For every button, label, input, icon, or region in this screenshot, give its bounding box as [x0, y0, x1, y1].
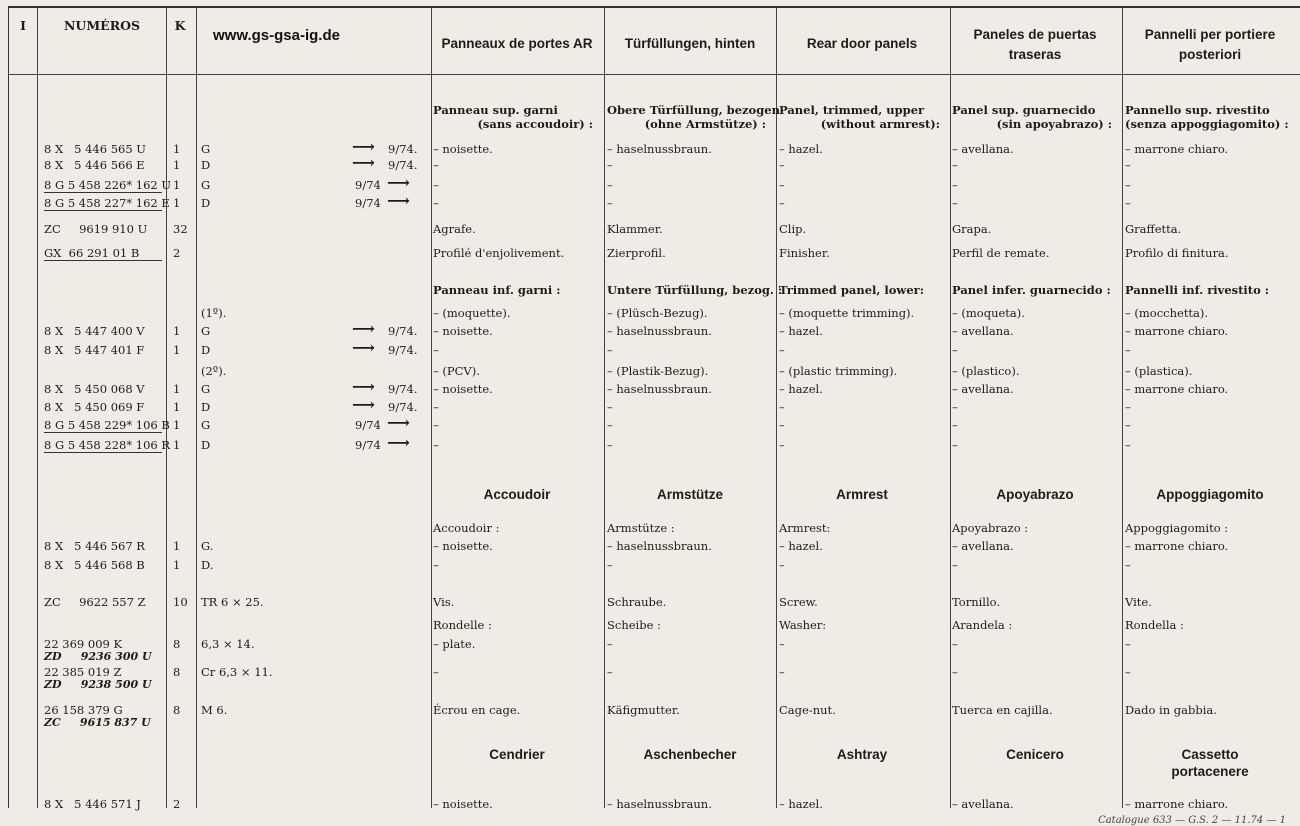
desc-de: – haselnussbraun. — [607, 324, 712, 338]
desc-it: – (plastica). — [1125, 364, 1193, 378]
desc-en: – — [779, 196, 785, 210]
spec: G — [201, 418, 211, 432]
desc-es: – — [952, 558, 958, 572]
desc-es: Tuerca en cajilla. — [952, 703, 1053, 717]
arrow-icon: ⟶ — [387, 413, 410, 432]
desc-es-cont: (sin apoyabrazo) : — [996, 117, 1112, 131]
desc-de: Zierprofil. — [607, 246, 666, 260]
desc-en: – hazel. — [779, 797, 823, 811]
part-number: 8 X 5 447 400 V — [44, 324, 145, 338]
quantity-k: 8 — [173, 703, 181, 717]
desc-en: – — [779, 418, 785, 432]
grid-line — [776, 8, 777, 808]
desc-es: – avellana. — [952, 142, 1014, 156]
desc-fr: – — [433, 343, 439, 357]
header-es: Paneles de puertas traseras — [973, 27, 1097, 62]
arrow-icon: ⟶ — [387, 191, 410, 210]
desc-it: Pannello sup. rivestito — [1125, 103, 1270, 117]
part-number: 22 369 009 K — [44, 637, 123, 651]
grid-line — [431, 8, 432, 808]
desc-es: – — [952, 178, 958, 192]
quantity-k: 2 — [173, 797, 181, 811]
grid-line — [950, 8, 951, 808]
section-title-de: Armstütze — [656, 487, 723, 502]
desc-de: – (Plastik-Bezug). — [607, 364, 709, 378]
part-number: 22 385 019 Z — [44, 665, 122, 679]
section-title-it: Appoggiagomito — [1156, 487, 1264, 502]
desc-fr: – — [433, 158, 439, 172]
section-title-fr: Cendrier — [489, 747, 545, 762]
quantity-k: 8 — [173, 665, 181, 679]
spec: D — [201, 158, 211, 172]
arrow-icon: ⟶ — [352, 377, 375, 396]
part-number: 8 G 5 458 227* 162 E — [44, 196, 170, 210]
arrow-icon: ⟶ — [352, 319, 375, 338]
desc-fr: Panneau sup. garni — [433, 103, 558, 117]
desc-es: Grapa. — [952, 222, 992, 236]
desc-en: Clip. — [779, 222, 807, 236]
quantity-k: 1 — [173, 196, 181, 210]
desc-es: – — [952, 158, 958, 172]
spec: G — [201, 142, 211, 156]
desc-de: Schraube. — [607, 595, 667, 609]
desc-en: – — [779, 637, 785, 651]
part-number: 8 X 5 446 566 E — [44, 158, 145, 172]
desc-de: – — [607, 637, 613, 651]
desc-de: – — [607, 665, 613, 679]
header-en: Rear door panels — [806, 36, 918, 51]
desc-fr: – noisette. — [433, 797, 493, 811]
desc-de: – haselnussbraun. — [607, 142, 712, 156]
quantity-k: 1 — [173, 438, 181, 452]
desc-es: – — [952, 400, 958, 414]
desc-de-cont: (ohne Armstütze) : — [644, 117, 766, 131]
grid-line — [1122, 8, 1123, 808]
desc-es: – — [952, 665, 958, 679]
part-number: 8 X 5 446 568 B — [44, 558, 145, 572]
desc-es: – avellana. — [952, 324, 1014, 338]
desc-fr: – (PCV). — [433, 364, 480, 378]
quantity-k: 1 — [173, 178, 181, 192]
desc-fr: Rondelle : — [433, 618, 492, 632]
arrow-icon: ⟶ — [352, 137, 375, 156]
desc-en-cont: (without armrest): — [820, 117, 940, 131]
desc-es: – — [952, 438, 958, 452]
spec: (2º). — [201, 364, 227, 378]
part-number: 8 X 5 446 565 U — [44, 142, 147, 156]
desc-es: Panel infer. guarnecido : — [952, 283, 1111, 297]
quantity-k: 1 — [173, 142, 181, 156]
desc-fr: Agrafe. — [433, 222, 476, 236]
desc-fr: – noisette. — [433, 539, 493, 553]
desc-en: Finisher. — [779, 246, 830, 260]
desc-fr: – — [433, 196, 439, 210]
desc-it: – — [1125, 438, 1131, 452]
desc-de: Armstütze : — [607, 521, 675, 535]
section-title-fr: Accoudoir — [483, 487, 551, 502]
desc-en: Washer: — [779, 618, 827, 632]
part-number: 8 X 5 446 567 R — [44, 539, 145, 553]
desc-fr: – — [433, 418, 439, 432]
desc-de: Klammer. — [607, 222, 663, 236]
desc-de: Käfigmutter. — [607, 703, 680, 717]
desc-it: – — [1125, 158, 1131, 172]
desc-es: Apoyabrazo : — [952, 521, 1029, 535]
quantity-k: 10 — [173, 595, 188, 609]
date-limit: 9/74. — [388, 400, 418, 414]
spec: M 6. — [201, 703, 228, 717]
desc-en: – — [779, 400, 785, 414]
desc-es: – (moqueta). — [952, 306, 1025, 320]
desc-it: Dado in gabbia. — [1125, 703, 1217, 717]
desc-es: – — [952, 196, 958, 210]
header-de: Türfüllungen, hinten — [624, 36, 756, 51]
desc-fr: Écrou en cage. — [433, 703, 521, 717]
desc-fr: – — [433, 400, 439, 414]
desc-en: – — [779, 178, 785, 192]
section-title-en: Ashtray — [836, 747, 888, 762]
header-fr: Panneaux de portes AR — [441, 36, 593, 51]
arrow-icon: ⟶ — [352, 153, 375, 172]
desc-fr: – — [433, 665, 439, 679]
desc-de: – — [607, 418, 613, 432]
desc-en: Screw. — [779, 595, 818, 609]
quantity-k: 32 — [173, 222, 188, 236]
desc-fr: – (moquette). — [433, 306, 511, 320]
grid-line — [196, 8, 197, 808]
part-number: 8 X 5 446 571 J — [44, 797, 141, 811]
desc-fr: – noisette. — [433, 382, 493, 396]
part-number-alt: ZC 9615 837 U — [44, 716, 151, 729]
desc-es: Panel sup. guarnecido — [952, 103, 1096, 117]
date-limit: 9/74 — [355, 196, 381, 210]
grid-line — [604, 8, 605, 808]
quantity-k: 8 — [173, 637, 181, 651]
desc-it: Vite. — [1125, 595, 1152, 609]
desc-de: – haselnussbraun. — [607, 382, 712, 396]
desc-it: Pannelli inf. rivestito : — [1125, 283, 1270, 297]
desc-es: – — [952, 637, 958, 651]
desc-en: Armrest: — [779, 521, 831, 535]
part-number: GX 66 291 01 B — [44, 246, 162, 261]
section-title-it: Cassetto portacenere — [1171, 747, 1249, 779]
quantity-k: 1 — [173, 324, 181, 338]
date-limit: 9/74. — [388, 343, 418, 357]
part-number: 26 158 379 G — [44, 703, 123, 717]
quantity-k: 1 — [173, 539, 181, 553]
header-index: I — [20, 18, 26, 33]
desc-en: – (moquette trimming). — [779, 306, 915, 320]
desc-es: – avellana. — [952, 797, 1014, 811]
desc-es: – — [952, 343, 958, 357]
spec: D — [201, 400, 211, 414]
quantity-k: 1 — [173, 158, 181, 172]
desc-es: – avellana. — [952, 382, 1014, 396]
desc-fr: – noisette. — [433, 324, 493, 338]
desc-it: – marrone chiaro. — [1125, 539, 1229, 553]
quantity-k: 1 — [173, 382, 181, 396]
desc-de: – haselnussbraun. — [607, 797, 712, 811]
desc-de: – — [607, 178, 613, 192]
spec: Cr 6,3 × 11. — [201, 665, 273, 679]
desc-es: – (plastico). — [952, 364, 1020, 378]
desc-en: – hazel. — [779, 142, 823, 156]
grid-line — [166, 8, 167, 808]
desc-en: – hazel. — [779, 382, 823, 396]
desc-en: Cage-nut. — [779, 703, 836, 717]
desc-it: – — [1125, 665, 1131, 679]
spec: (1º). — [201, 306, 227, 320]
desc-it: – marrone chiaro. — [1125, 142, 1229, 156]
desc-en: Panel, trimmed, upper — [779, 103, 925, 117]
desc-it-cont: (senza appoggiagomito) : — [1125, 117, 1289, 131]
desc-it: Profilo di finitura. — [1125, 246, 1229, 260]
desc-it: Appoggiagomito : — [1125, 521, 1229, 535]
desc-es: – avellana. — [952, 539, 1014, 553]
spec: G — [201, 178, 211, 192]
website-watermark: www.gs-gsa-ig.de — [213, 27, 340, 44]
desc-en: – — [779, 343, 785, 357]
arrow-icon: ⟶ — [352, 395, 375, 414]
desc-de: Untere Türfüllung, bezog. : — [607, 283, 783, 297]
spec: G — [201, 324, 211, 338]
part-number: 8 X 5 450 069 F — [44, 400, 145, 414]
header-divider — [9, 74, 1300, 75]
desc-de: Scheibe : — [607, 618, 661, 632]
desc-fr: – noisette. — [433, 142, 493, 156]
desc-it: Graffetta. — [1125, 222, 1182, 236]
date-limit: 9/74 — [355, 438, 381, 452]
desc-de: – — [607, 558, 613, 572]
desc-en: – — [779, 665, 785, 679]
desc-it: – — [1125, 196, 1131, 210]
desc-it: – marrone chiaro. — [1125, 382, 1229, 396]
desc-it: – (mocchetta). — [1125, 306, 1209, 320]
desc-it: – — [1125, 637, 1131, 651]
desc-de: – — [607, 400, 613, 414]
spec: TR 6 × 25. — [201, 595, 264, 609]
spec: 6,3 × 14. — [201, 637, 255, 651]
desc-it: – marrone chiaro. — [1125, 797, 1229, 811]
desc-fr: – plate. — [433, 637, 476, 651]
part-number: 8 G 5 458 226* 162 U — [44, 178, 172, 192]
date-limit: 9/74 — [355, 178, 381, 192]
header-numbers: NUMÉROS — [64, 18, 140, 33]
section-title-de: Aschenbecher — [643, 747, 737, 762]
desc-fr: Accoudoir : — [433, 521, 500, 535]
desc-es: Perfil de remate. — [952, 246, 1050, 260]
header-k: K — [174, 18, 186, 33]
desc-es: Tornillo. — [952, 595, 1001, 609]
date-limit: 9/74. — [388, 158, 418, 172]
desc-de: – — [607, 438, 613, 452]
desc-en: – hazel. — [779, 324, 823, 338]
desc-fr: Profilé d'enjolivement. — [433, 246, 565, 260]
desc-fr: – — [433, 178, 439, 192]
desc-it: Rondella : — [1125, 618, 1184, 632]
spec: D — [201, 438, 211, 452]
quantity-k: 1 — [173, 418, 181, 432]
part-number: 8 X 5 450 068 V — [44, 382, 145, 396]
desc-en: Trimmed panel, lower: — [779, 283, 924, 297]
date-limit: 9/74. — [388, 382, 418, 396]
desc-fr: Panneau inf. garni : — [433, 283, 561, 297]
desc-es: Arandela : — [952, 618, 1013, 632]
quantity-k: 2 — [173, 246, 181, 260]
part-number: 8 G 5 458 228* 106 R — [44, 438, 171, 452]
desc-de: – haselnussbraun. — [607, 539, 712, 553]
spec: D — [201, 196, 211, 210]
spec: D. — [201, 558, 214, 572]
arrow-icon: ⟶ — [387, 173, 410, 192]
section-title-es: Apoyabrazo — [996, 487, 1074, 502]
desc-it: – — [1125, 178, 1131, 192]
quantity-k: 1 — [173, 400, 181, 414]
spec: G — [201, 382, 211, 396]
part-number: ZC 9622 557 Z — [44, 595, 146, 609]
desc-it: – — [1125, 558, 1131, 572]
desc-es: – — [952, 418, 958, 432]
desc-en: – hazel. — [779, 539, 823, 553]
arrow-icon: ⟶ — [387, 433, 410, 452]
section-title-en: Armrest — [836, 487, 888, 502]
spec: D — [201, 343, 211, 357]
desc-it: – — [1125, 418, 1131, 432]
desc-de: Obere Türfüllung, bezogen — [607, 103, 780, 117]
arrow-icon: ⟶ — [352, 338, 375, 357]
desc-it: – — [1125, 343, 1131, 357]
part-number: 8 G 5 458 229* 106 B — [44, 418, 170, 432]
desc-en: – — [779, 158, 785, 172]
part-number-alt: ZD 9236 300 U — [44, 650, 152, 663]
part-number: ZC 9619 910 U — [44, 222, 148, 236]
date-limit: 9/74. — [388, 142, 418, 156]
desc-fr: – — [433, 558, 439, 572]
quantity-k: 1 — [173, 558, 181, 572]
desc-en: – — [779, 438, 785, 452]
quantity-k: 1 — [173, 343, 181, 357]
desc-de: – — [607, 196, 613, 210]
page-footer: Catalogue 633 — G.S. 2 — 11.74 — 1 — [1098, 815, 1286, 826]
date-limit: 9/74 — [355, 418, 381, 432]
desc-de: – — [607, 343, 613, 357]
desc-en: – (plastic trimming). — [779, 364, 898, 378]
part-number-alt: ZD 9238 500 U — [44, 678, 152, 691]
desc-it: – marrone chiaro. — [1125, 324, 1229, 338]
desc-fr: Vis. — [433, 595, 455, 609]
desc-en: – — [779, 558, 785, 572]
desc-fr-cont: (sans accoudoir) : — [477, 117, 593, 131]
date-limit: 9/74. — [388, 324, 418, 338]
section-title-es: Cenicero — [1006, 747, 1064, 762]
desc-de: – — [607, 158, 613, 172]
grid-line — [37, 8, 38, 808]
part-number: 8 X 5 447 401 F — [44, 343, 145, 357]
desc-de: – (Plüsch-Bezug). — [607, 306, 708, 320]
desc-it: – — [1125, 400, 1131, 414]
desc-fr: – — [433, 438, 439, 452]
header-it: Pannelli per portiere posteriori — [1144, 27, 1276, 62]
spec: G. — [201, 539, 214, 553]
